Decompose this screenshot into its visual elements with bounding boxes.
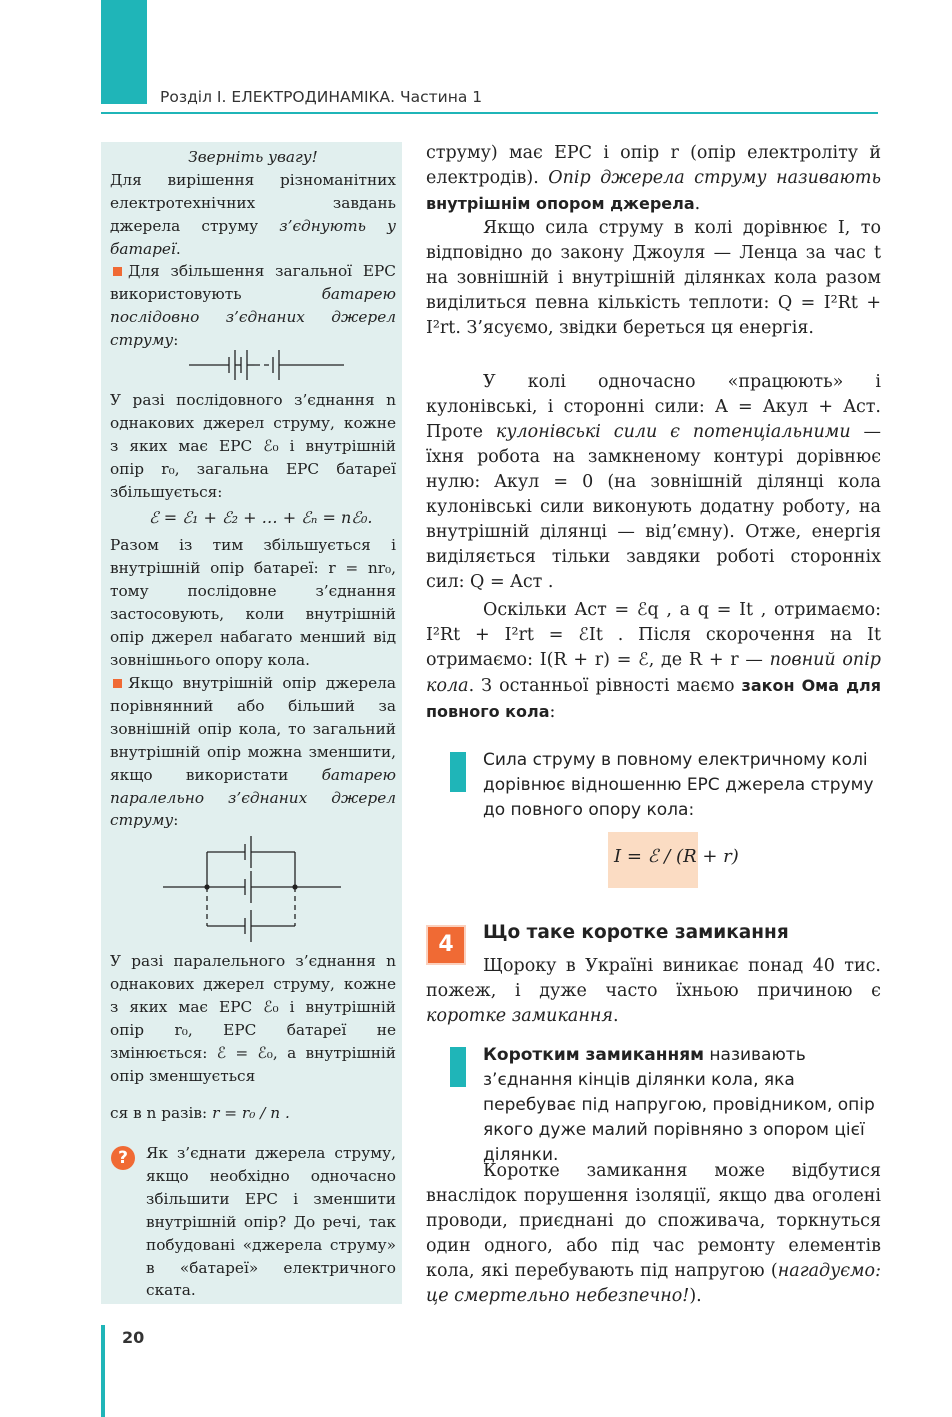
chapter-tab bbox=[101, 0, 147, 104]
sidebar-note bbox=[101, 142, 402, 1304]
parallel-resistance-formula: r = r₀ / n . bbox=[212, 1104, 290, 1122]
short-circuit-definition: Коротким замиканням називають з’єднання кінців ділянки кола, яка перебуває під напругою, провідником, опір якого дуже малий порівняно з опором цієї ділянки. bbox=[483, 1045, 875, 1165]
sidebar-intro: Для вирішення різноманітних електротехнічних завдань джерела струму з’єднують у батареї. bbox=[110, 171, 397, 258]
paragraph-derivation: Оскільки Aст = ℰq , а q = It , отримаємо: I²Rt + I²rt = ℰIt . Після скорочення на It отримаємо: I(R + r) = ℰ, де R + r — повний опір кола. З останньої рівності маємо закон Ома для повного кола: bbox=[426, 600, 881, 722]
paragraph-coulomb-forces: У колі одночасно «працюють» і кулонівські, і сторонні сили: A = Aкул + Aст. Проте кулонівські сили є потенціальними — їхня робота на замкненому контурі дорівнює нулю: Aкул = 0 (на зовнішній ділянці кола кулонівські сили виконують додатну роботу, на внутрішній ділянці — від’ємну). Отже, енергія виділяється тільки завдяки роботі сторонніх сил: Q = Aст . bbox=[426, 372, 881, 592]
page-number: 20 bbox=[122, 1328, 145, 1347]
series-text-2: Разом із тим збільшується і внутрішній опір батареї: r = nr₀, тому послідовне з’єднання застосовують, коли внутрішній опір джерел набагато менший від зовнішнього опору кола. bbox=[110, 536, 396, 669]
series-emf-formula: ℰ = ℰ₁ + ℰ₂ + … + ℰₙ = nℰ₀. bbox=[149, 508, 373, 527]
paragraph-internal-resistance: струму) має ЕРС і опір r (опір електроліту й електродів). Опір джерела струму називають внутрішнім опором джерела. bbox=[426, 143, 881, 214]
parallel-text: У разі паралельного з’єднання n однакових джерел струму, кожне з яких має ЕРС ℰ₀ і внутрішній опір r₀, ЕРС батареї не змінюється: ℰ = ℰ₀, а внутрішній опір зменшується bbox=[110, 952, 396, 1085]
bullet-icon bbox=[113, 267, 122, 276]
question-text: Як з’єднати джерела струму, якщо необхідно одночасно збільшити ЕРС і зменшити внутрішній опір? До речі, так побудовані «джерела струму» в «батареї» електричного ската. bbox=[146, 1144, 396, 1300]
paragraph-short-circuit-causes: Коротке замикання може відбутися внаслідок порушення ізоляції, якщо два оголені проводи, приєднані до споживача, торкнуться один одного, або під час ремонту елементів кола, які перебувають під напругою (нагадуємо: це смертельно небезпечно!). bbox=[426, 1161, 881, 1306]
sidebar-title: Зверніть увагу! bbox=[188, 148, 318, 166]
paragraph-joule-lenz: Якщо сила струму в колі дорівнює I, то відповідно до закону Джоуля — Ленца за час t на зовнішній і внутрішній ділянках кола разом виділиться певна кількість теплоти: Q = I²Rt + I²rt. З’ясуємо, звідки береться ця енергія. bbox=[426, 218, 881, 338]
footer-rule bbox=[101, 1325, 105, 1417]
parallel-battery-diagram bbox=[163, 834, 343, 946]
short-circuit-definition-marker bbox=[450, 1047, 466, 1087]
section-title: Що таке коротке замикання bbox=[483, 922, 789, 943]
sidebar-parallel-intro: Якщо внутрішній опір джерела порівнянний або більший за зовнішній опір кола, то загальний внутрішній опір можна зменшити, якщо використати батарею паралельно з’єднаних джерел струму: bbox=[110, 674, 396, 830]
parallel-formula-line: ся в n разів: r = r₀ / n . bbox=[110, 1104, 290, 1122]
ohm-law-formula-box bbox=[608, 832, 739, 888]
series-battery-diagram bbox=[189, 348, 349, 382]
section-number-badge: 4 bbox=[428, 927, 464, 963]
series-text: У разі послідовного з’єднання n однакових джерел струму, кожне з яких має ЕРС ℰ₀ і внутрішній опір r₀, загальна ЕРС батареї збільшується: bbox=[110, 391, 396, 501]
ohm-law-formula: I = ℰ / (R + r) bbox=[614, 846, 739, 867]
ohm-law-marker bbox=[450, 752, 466, 792]
running-head: Розділ I. ЕЛЕКТРОДИНАМІКА. Частина 1 bbox=[160, 88, 483, 106]
paragraph-fires: Щороку в Україні виникає понад 40 тис. пожеж, і дуже часто їхньою причиною є коротке замикання. bbox=[426, 956, 881, 1026]
ohm-law-statement: Сила струму в повному електричному колі дорівнює відношенню ЕРС джерела струму до повного опору кола: bbox=[483, 750, 874, 820]
bullet-icon bbox=[113, 679, 122, 688]
sidebar-series-intro: Для збільшення загальної ЕРС використовують батарею послідовно з’єднаних джерел струму: bbox=[110, 262, 396, 349]
header-rule bbox=[101, 112, 878, 114]
question-icon: ? bbox=[111, 1146, 135, 1170]
